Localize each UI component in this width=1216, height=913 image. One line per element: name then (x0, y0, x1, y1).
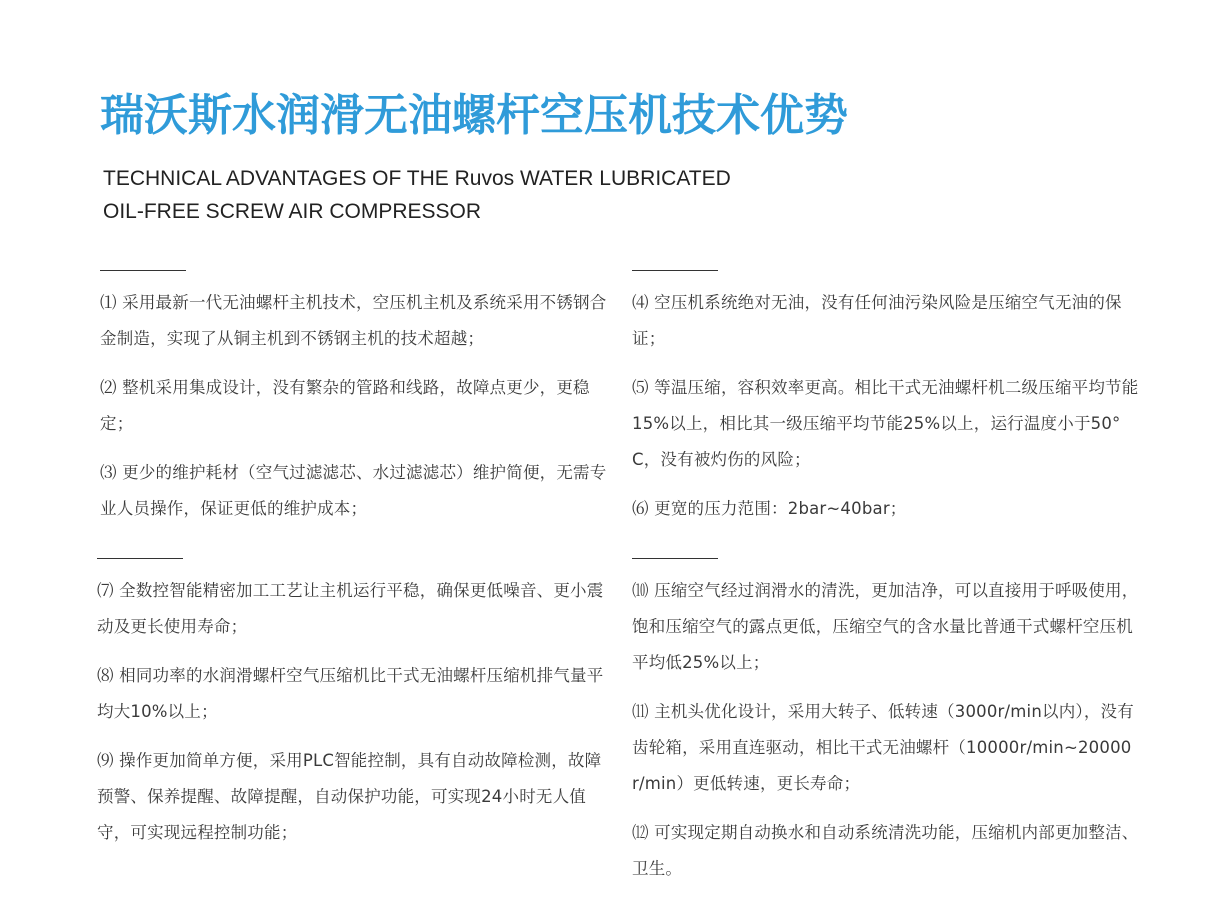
advantage-item-11: ⑾ 主机头优化设计，采用大转子、低转速（3000r/min以内），没有齿轮箱，采用直连驱动，相比干式无油螺杆（10000r/min~20000r/min）更低转速，更长寿命； (632, 702, 1134, 793)
advantage-item-10: ⑽ 压缩空气经过润滑水的清洗，更加洁净，可以直接用于呼吸使用，饱和压缩空气的露点更低，压缩空气的含水量比普通干式螺杆空压机平均低25%以上； (632, 581, 1139, 672)
advantage-item-5: ⑸ 等温压缩，容积效率更高。相比干式无油螺杆机二级压缩平均节能15%以上，相比其一级压缩平均节能25%以上，运行温度小于50°C，没有被灼伤的风险； (632, 378, 1139, 469)
section-divider (632, 558, 718, 559)
advantage-item-12: ⑿ 可实现定期自动换水和自动系统清洗功能，压缩机内部更加整洁、卫生。 (632, 823, 1139, 878)
advantage-item-2: ⑵ 整机采用集成设计，没有繁杂的管路和线路，故障点更少，更稳定； (100, 378, 590, 433)
section-top-right (632, 270, 1142, 540)
advantage-item-1: ⑴ 采用最新一代无油螺杆主机技术，空压机主机及系统采用不锈钢合金制造，实现了从铜主机到不锈钢主机的技术超越； (100, 293, 607, 348)
section-divider (100, 270, 186, 271)
advantage-item-3: ⑶ 更少的维护耗材（空气过滤滤芯、水过滤滤芯）维护简便，无需专业人员操作，保证更低的维护成本； (100, 463, 607, 518)
advantage-item-9: ⑼ 操作更加简单方便，采用PLC智能控制，具有自动故障检测，故障预警、保养提醒、故障提醒，自动保护功能，可实现24小时无人值守，可实现远程控制功能； (97, 751, 602, 842)
advantage-item-4: ⑷ 空压机系统绝对无油，没有任何油污染风险是压缩空气无油的保证； (632, 293, 1122, 348)
section-divider (97, 558, 183, 559)
page-title: 瑞沃斯水润滑无油螺杆空压机技术优势 (100, 90, 848, 141)
section-bottom-left (97, 558, 607, 864)
advantage-item-7: ⑺ 全数控智能精密加工工艺让主机运行平稳，确保更低噪音、更小震动及更长使用寿命； (97, 581, 604, 636)
page-subtitle (103, 162, 731, 228)
section-divider (632, 270, 718, 271)
section-bottom-right (632, 558, 1142, 900)
advantage-item-6: ⑹ 更宽的压力范围：2bar~40bar； (632, 499, 907, 518)
subtitle-line-2: OIL-FREE SCREW AIR COMPRESSOR (103, 200, 482, 223)
advantage-item-8: ⑻ 相同功率的水润滑螺杆空气压缩机比干式无油螺杆压缩机排气量平均大10%以上； (97, 666, 604, 721)
subtitle-line-1: TECHNICAL ADVANTAGES OF THE Ruvos WATER LUBRICATED (103, 167, 731, 190)
section-top-left (100, 270, 610, 540)
